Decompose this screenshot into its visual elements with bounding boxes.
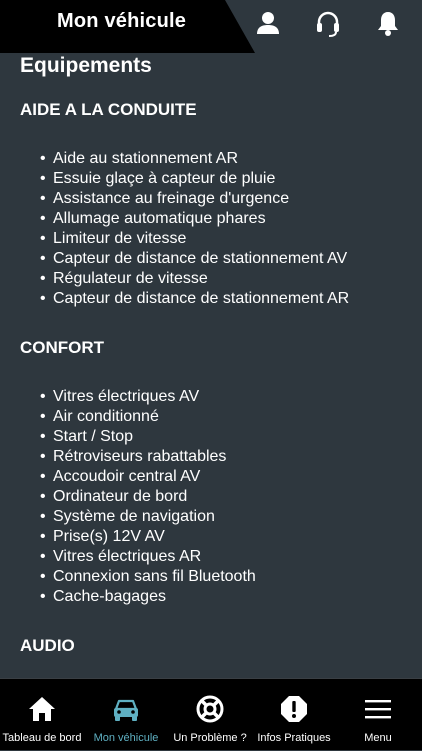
list-item: • Vitres électriques AR [40, 547, 256, 567]
list-item: • Air conditionné [40, 407, 256, 427]
tab-label: Tableau de bord [2, 732, 82, 744]
section-title-audio: AUDIO [20, 636, 75, 655]
tab-label: Un Problème ? [173, 732, 247, 744]
list-item: • Cache-bagages [40, 587, 256, 607]
section-title-confort: CONFORT [20, 338, 105, 357]
list-item: • Rétroviseurs rabattables [40, 447, 256, 467]
list-item: • Allumage automatique phares [40, 209, 349, 229]
alert-octagon-icon [279, 694, 309, 724]
list-item: • Prise(s) 12V AV [40, 527, 256, 547]
page-header-title: Mon véhicule [57, 10, 187, 32]
list-item: • Vitres électriques AV [40, 387, 256, 407]
list-item: • Régulateur de vitesse [40, 269, 349, 289]
list-item: • Limiteur de vitesse [40, 229, 349, 249]
bell-icon[interactable] [373, 8, 403, 38]
tab-mon-vehicule[interactable] [84, 679, 168, 751]
tab-un-probleme[interactable] [168, 679, 252, 751]
headset-icon[interactable] [313, 8, 343, 38]
tab-label: Mon véhicule [93, 732, 159, 744]
tab-label: Menu [364, 732, 392, 744]
list-item: • Capteur de distance de stationnement AV [40, 249, 349, 269]
list-item: • Aide au stationnement AR [40, 149, 349, 169]
list-item: • Système de navigation [40, 507, 256, 527]
list-item: • Connexion sans fil Bluetooth [40, 567, 256, 587]
list-item: • Essuie glaçe à capteur de pluie [40, 169, 349, 189]
car-icon [111, 694, 141, 724]
list-item: • Assistance au freinage d'urgence [40, 189, 349, 209]
home-icon [27, 694, 57, 724]
equipment-content[interactable] [0, 53, 422, 678]
app-header [0, 0, 422, 53]
tab-infos-pratiques[interactable] [252, 679, 336, 751]
list-item: • Start / Stop [40, 427, 256, 447]
tab-tableau-de-bord[interactable] [0, 679, 84, 751]
section-title-aide-conduite: AIDE A LA CONDUITE [20, 100, 197, 119]
lifebuoy-icon [195, 694, 225, 724]
bottom-tab-bar [0, 678, 422, 750]
list-aide-conduite [40, 149, 349, 309]
page-title: Equipements [20, 54, 152, 77]
tab-menu[interactable] [336, 679, 420, 751]
user-icon[interactable] [253, 8, 283, 38]
list-item: • Capteur de distance de stationnement AR [40, 289, 349, 309]
list-item: • Ordinateur de bord [40, 487, 256, 507]
tab-label: Infos Pratiques [257, 732, 331, 744]
list-confort [40, 387, 256, 607]
hamburger-menu-icon [363, 694, 393, 724]
list-item: • Accoudoir central AV [40, 467, 256, 487]
